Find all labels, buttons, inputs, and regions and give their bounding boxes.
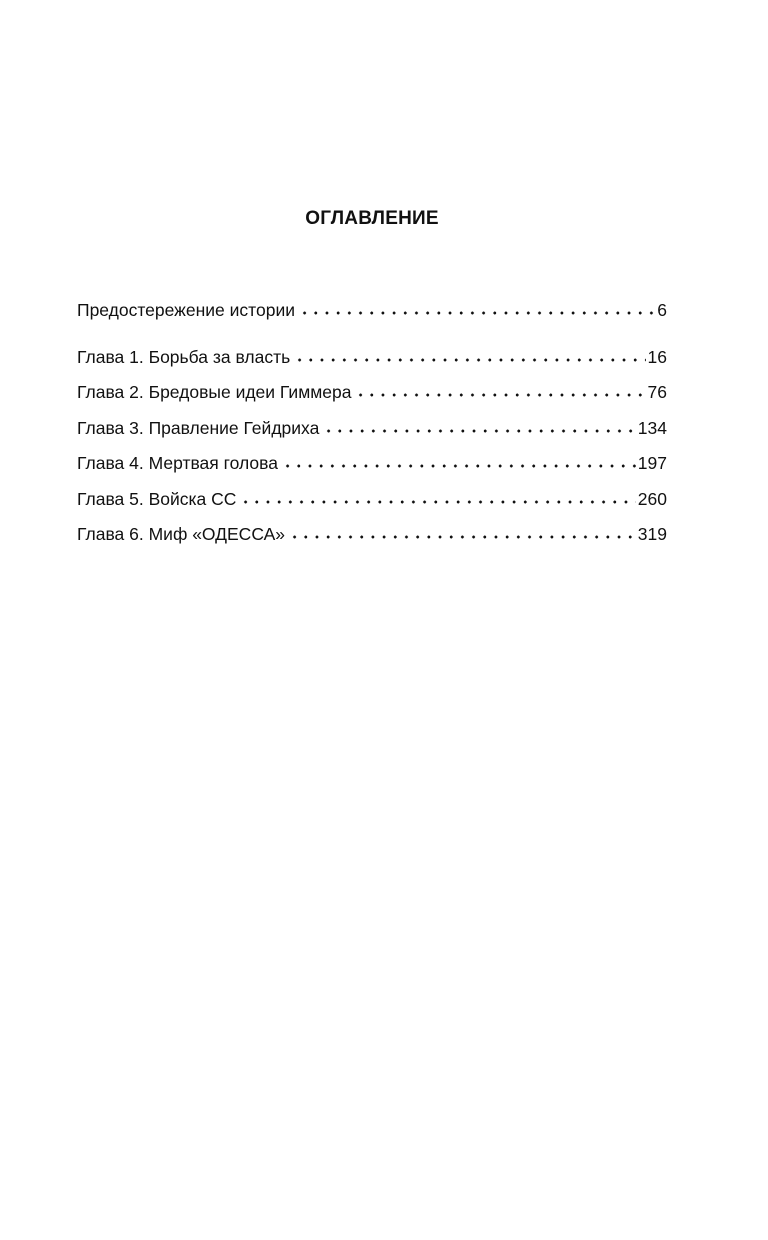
toc-entry-chapter-1[interactable] — [77, 343, 667, 378]
toc-entry-title: Глава 3. Правление Гейдриха — [77, 417, 320, 438]
toc-entry-chapter-3[interactable] — [77, 414, 667, 449]
toc-entry-preface[interactable] — [77, 296, 667, 343]
toc-entry-title: Глава 1. Борьба за власть — [77, 347, 291, 367]
dot-leader — [282, 455, 636, 469]
toc-entry-page: 260 — [637, 488, 667, 509]
toc-entry-title: Глава 4. Мертвая голова — [77, 453, 278, 474]
toc-entry-chapter-6[interactable] — [77, 520, 667, 555]
toc-entry-page: 16 — [647, 347, 667, 367]
dot-leader — [355, 384, 645, 398]
toc-list — [77, 296, 667, 555]
toc-entry-page: 6 — [657, 300, 667, 320]
toc-entry-title: Глава 2. Бредовые идеи Гиммера — [77, 382, 352, 403]
toc-entry-page: 197 — [637, 453, 667, 474]
toc-entry-chapter-4[interactable] — [77, 449, 667, 484]
toc-heading: ОГЛАВЛЕНИЕ — [305, 208, 439, 229]
toc-entry-title: Предостережение истории — [77, 300, 296, 320]
dot-leader — [323, 420, 635, 434]
dot-leader — [299, 302, 655, 316]
toc-entry-page: 319 — [637, 523, 667, 544]
dot-leader — [289, 526, 636, 540]
toc-entry-title: Глава 5. Войска СС — [77, 488, 237, 509]
toc-entry-chapter-2[interactable] — [77, 378, 667, 413]
toc-entry-page: 134 — [637, 417, 667, 438]
toc-entry-title: Глава 6. Миф «ОДЕССА» — [77, 523, 285, 544]
toc-entry-page: 76 — [647, 382, 667, 403]
dot-leader — [294, 349, 645, 363]
toc-entry-chapter-5[interactable] — [77, 485, 667, 520]
dot-leader — [240, 491, 635, 505]
